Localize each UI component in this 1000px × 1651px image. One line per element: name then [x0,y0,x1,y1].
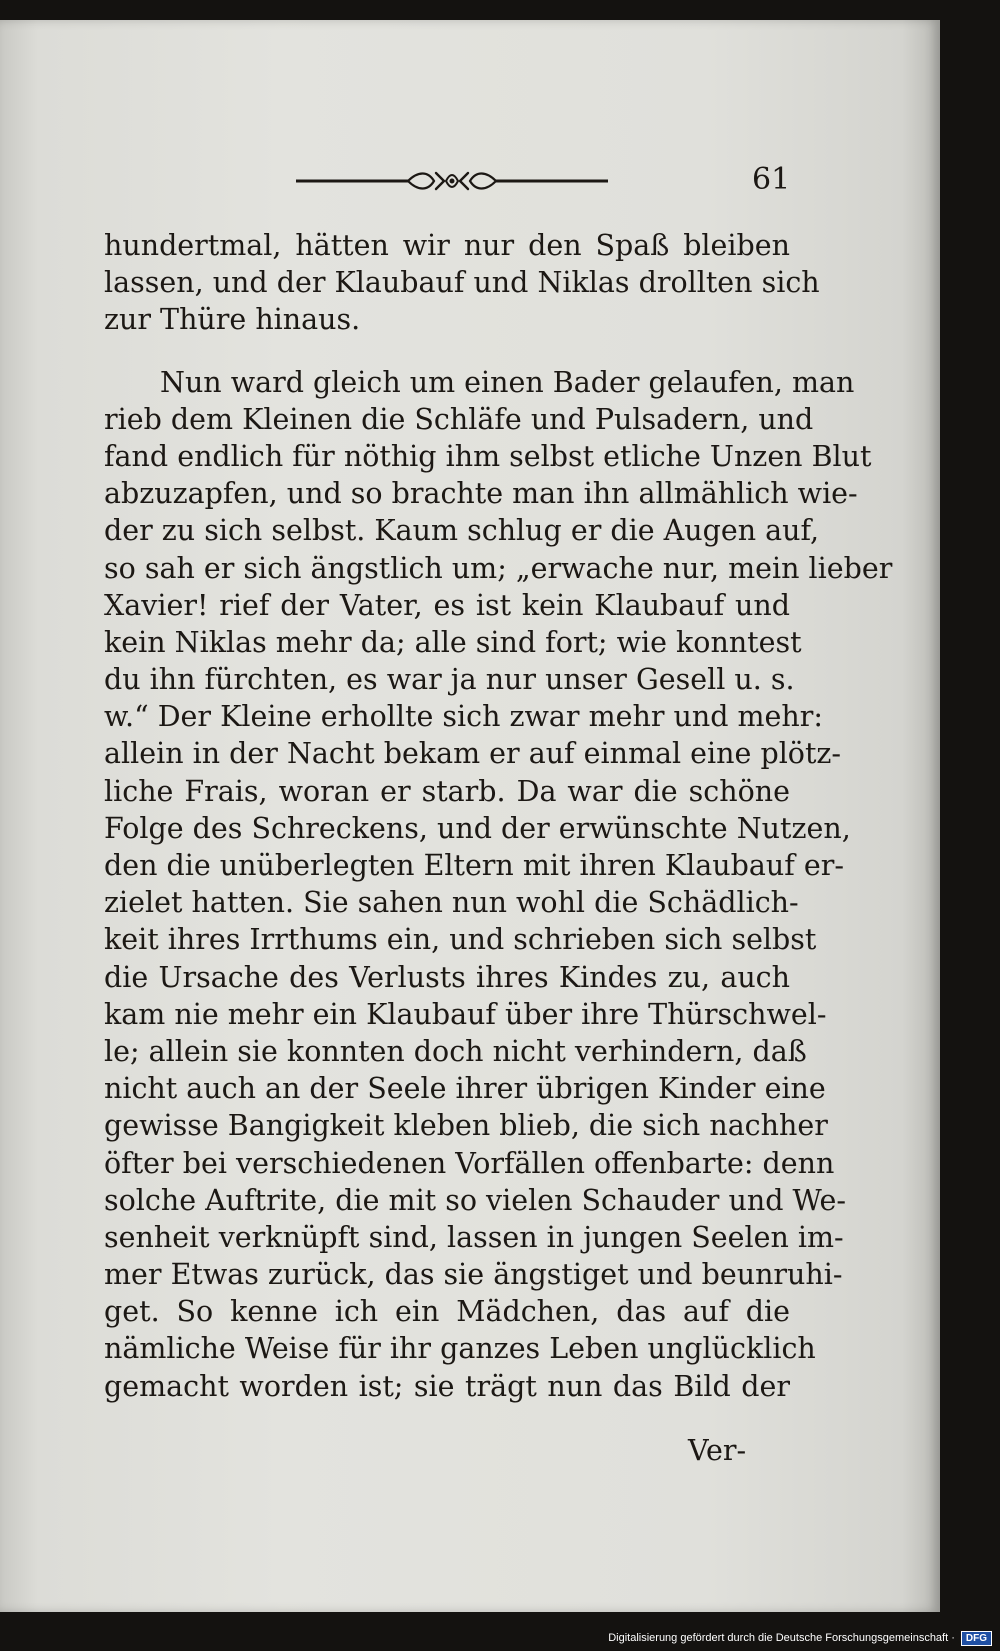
text-line: zur Thüre hinaus. [104,303,361,337]
text-line: Folge des Schreckens, und der erwünschte Nutzen, [104,811,851,845]
paragraph-2 [104,364,893,1405]
text-line: rieb dem Kleinen die Schläfe und Pulsadern, und [104,402,814,436]
book-page [0,20,940,1612]
text-line: solche Auftrite, die mit so vielen Schauder und We- [104,1183,846,1217]
text-line: senheit verknüpft sind, lassen in jungen Seelen im- [104,1220,844,1254]
dfg-logo-badge: DFG [961,1631,992,1646]
text-line: gewisse Bangigkeit kleben blieb, die sich nachher [104,1109,828,1143]
page-number: 61 [752,162,791,197]
text-line: fand endlich für nöthig ihm selbst etliche Unzen Blut [104,439,872,473]
digitization-footer [608,1629,992,1647]
text-line: die Ursache des Verlusts ihres Kindes zu, auch [104,960,790,994]
footer-credit-text: Digitalisierung gefördert durch die Deutsche Forschungsgemeinschaft · [608,1632,955,1644]
text-line: get. So kenne ich ein Mädchen, das auf die [104,1295,790,1329]
text-line: gemacht worden ist; sie trägt nun das Bild der [104,1369,790,1403]
page-body [104,227,893,1405]
text-line: der zu sich selbst. Kaum schlug er die Augen auf, [104,514,820,548]
text-line: du ihn fürchten, es war ja nur unser Gesell u. s. [104,663,795,697]
text-line: hundertmal, hätten wir nur den Spaß bleiben [104,229,790,262]
text-line: keit ihres Irrthums ein, und schrieben sich selbst [104,923,817,957]
text-line: allein in der Nacht bekam er auf einmal eine plötz- [104,737,842,771]
text-line: öfter bei verschiedenen Vorfällen offenbarte: denn [104,1146,835,1180]
text-line: lassen, und der Klaubauf und Niklas drollten sich [104,266,820,300]
text-line: so sah er sich ängstlich um; „erwache nur, mein lieber [104,551,893,585]
text-line: liche Frais, woran er starb. Da war die schöne [104,774,790,808]
text-line: zielet hatten. Sie sahen nun wohl die Schädlich- [104,886,799,920]
text-line: mer Etwas zurück, das sie ängstiget und beunruhi- [104,1258,843,1292]
text-line: nämliche Weise für ihr ganzes Leben unglücklich [104,1332,816,1366]
text-line: le; allein sie konnten doch nicht verhindern, daß [104,1034,807,1068]
text-line: kam nie mehr ein Klaubauf über ihre Thürschwel- [104,997,827,1031]
paragraph-1 [104,227,820,339]
page-header [0,148,940,218]
text-line: den die unüberlegten Eltern mit ihren Klaubauf er- [104,849,844,882]
text-line: Xavier! rief der Vater, es ist kein Klaubauf und [104,588,790,622]
paragraph-gap [104,339,790,364]
text-line: abzuzapfen, und so brachte man ihn allmählich wie- [104,477,858,511]
text-line: kein Niklas mehr da; alle sind fort; wie konntest [104,625,802,659]
catchword: Ver- [688,1434,747,1467]
text-line: Nun ward gleich um einen Bader gelaufen, man [160,365,855,399]
text-line: nicht auch an der Seele ihrer übrigen Kinder eine [104,1072,826,1106]
text-line: w.“ Der Kleine erhollte sich zwar mehr und mehr: [104,700,823,734]
ornament-rule-icon [296,168,608,194]
